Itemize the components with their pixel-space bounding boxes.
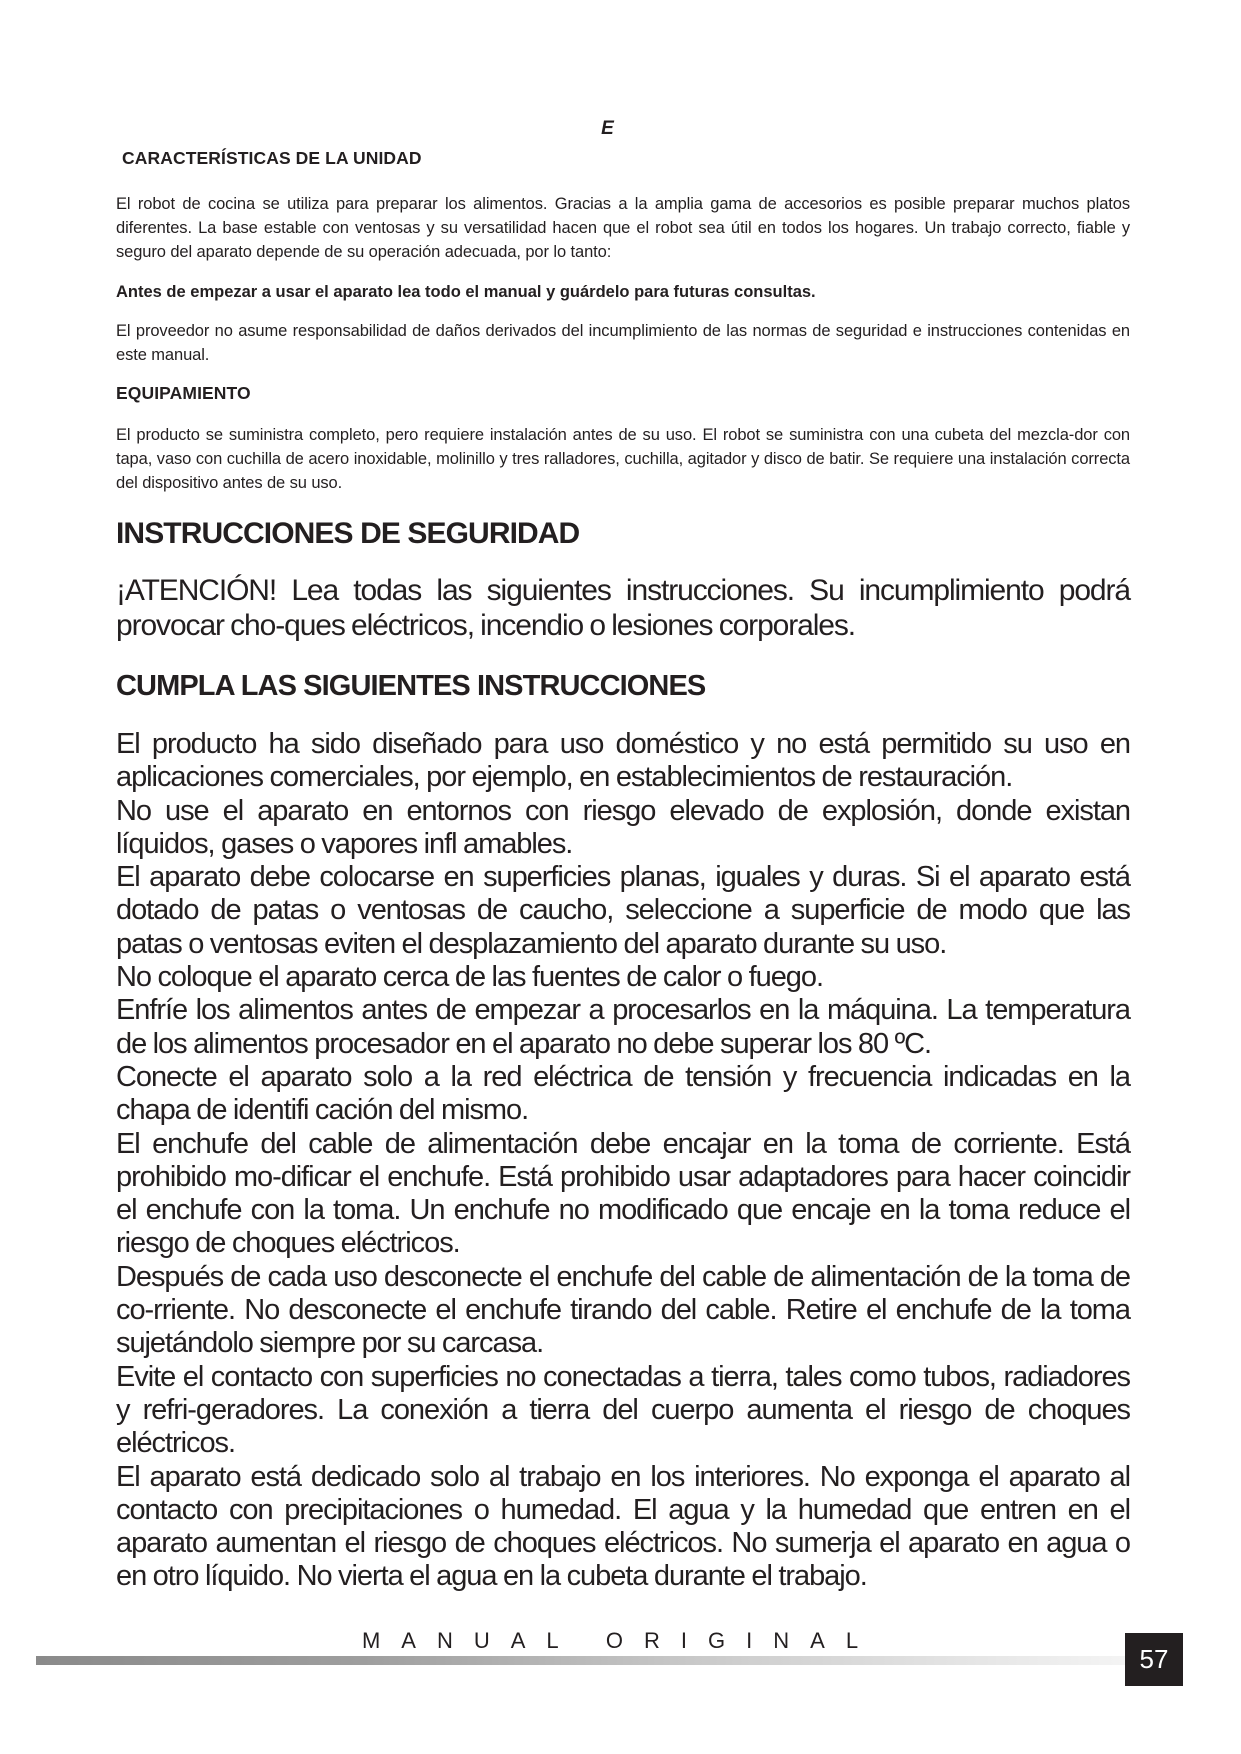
equipment-paragraph: El producto se suministra completo, pero requiere instalación antes de su uso. El robot se suministra con una cubeta del mezcla-dor con tapa, vaso con cuchilla de acero inoxidable, molinillo y tres ralladores, cuchilla, agitador y disco de batir. Se requiere una instalación correcta del dispositivo antes de su uso.	[116, 426, 1130, 492]
features-paragraph: El robot de cocina se utiliza para preparar los alimentos. Gracias a la amplia gama de accesorios es posible preparar muchos platos diferentes. La base estable con ventosas y su versatilidad hacen que el robot sea útil en todos los hogares. Un trabajo correcto, fiable y seguro del aparato depende de su operación adecuada, por lo tanto:	[116, 195, 1130, 261]
disclaimer-paragraph: El proveedor no asume responsabilidad de daños derivados del incumplimiento de las normas de seguridad e instrucciones contenidas en este manual.	[116, 322, 1130, 364]
instruction-item: El enchufe del cable de alimentación debe encajar en la toma de corriente. Está prohibido mo-dificar el enchufe. Está prohibido usar adaptadores para hacer coincidir el enchufe con la toma. Un enchufe no modificado que encaje en la toma reduce el riesgo de choques eléctricos.	[116, 1127, 1130, 1260]
safety-heading: INSTRUCCIONES DE SEGURIDAD	[116, 517, 580, 550]
equipment-heading: EQUIPAMIENTO	[116, 383, 251, 403]
safety-instructions-list	[116, 728, 1130, 1594]
instruction-item: Conecte el aparato solo a la red eléctrica de tensión y frecuencia indicadas en la chapa de identifi cación del mismo.	[116, 1060, 1130, 1127]
instruction-item: Después de cada uso desconecte el enchufe del cable de alimentación de la toma de co-rriente. No desconecte el enchufe tirando del cable. Retire el enchufe de la toma sujetándolo siempre por su carcasa.	[116, 1260, 1130, 1360]
instruction-item: El aparato debe colocarse en superficies planas, iguales y duras. Si el aparato está dotado de patas o ventosas de caucho, seleccione a superficie de modo que las patas o ventosas eviten el desplazamiento del aparato durante su uso.	[116, 861, 1130, 960]
features-heading: CARACTERÍSTICAS DE LA UNIDAD	[122, 148, 422, 168]
attention-warning: ¡ATENCIÓN! Lea todas las siguientes instrucciones. Su incumplimiento podrá provocar cho-ques eléctricos, incendio o lesiones corporales.	[116, 574, 1130, 642]
page-number-badge: 57	[1125, 1633, 1183, 1686]
language-marker: E	[601, 118, 614, 139]
instruction-item: El producto ha sido diseñado para uso doméstico y no está permitido su uso en aplicaciones comerciales, por ejemplo, en establecimientos de restauración.	[116, 728, 1130, 794]
page-content	[116, 148, 1130, 1594]
read-manual-note: Antes de empezar a usar el aparato lea todo el manual y guárdelo para futuras consultas.	[116, 283, 816, 301]
instruction-item: No use el aparato en entornos con riesgo elevado de explosión, donde existan líquidos, gases o vapores infl amables.	[116, 794, 1130, 860]
instruction-item: No coloque el aparato cerca de las fuentes de calor o fuego.	[116, 961, 823, 994]
instruction-item: Evite el contacto con superficies no conectadas a tierra, tales como tubos, radiadores y refri-geradores. La conexión a tierra del cuerpo aumenta el riesgo de choques eléctricos.	[116, 1360, 1130, 1460]
follow-instructions-heading: CUMPLA LAS SIGUIENTES INSTRUCCIONES	[116, 670, 706, 702]
instruction-item: El aparato está dedicado solo al trabajo en los interiores. No exponga el aparato al contacto con precipitaciones o humedad. El agua y la humedad que entren en el aparato aumentan el riesgo de choques eléctricos. No sumerja el aparato en agua o en otro líquido. No vierta el agua en la cubeta durante el trabajo.	[116, 1460, 1130, 1593]
footer-manual-original: MANUAL ORIGINAL	[361, 1628, 880, 1653]
footer-gradient-bar	[36, 1656, 1126, 1665]
instruction-item: Enfríe los alimentos antes de empezar a procesarlos en la máquina. La temperatura de los alimentos procesador en el aparato no debe superar los 80 ºC.	[116, 994, 1130, 1060]
